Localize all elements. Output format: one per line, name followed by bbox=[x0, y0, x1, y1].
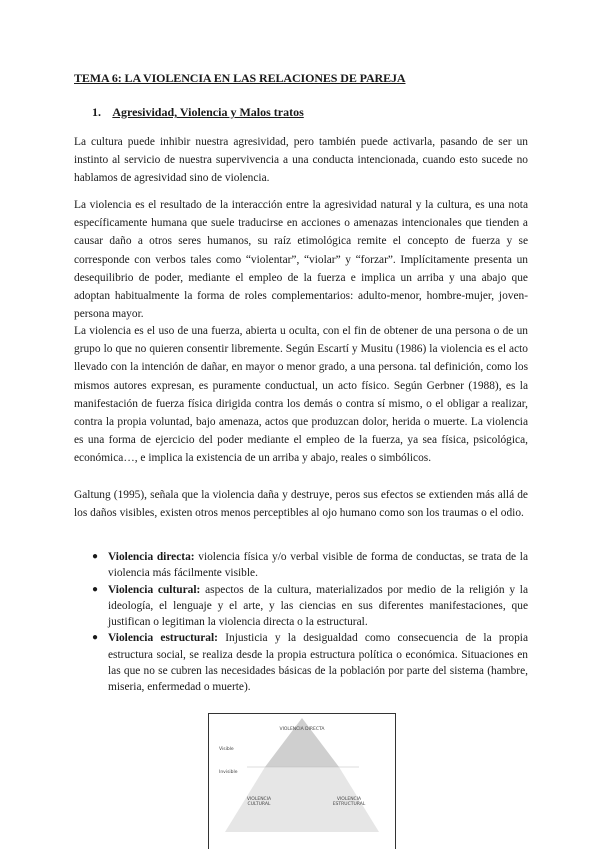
paragraph-3: La violencia es el uso de una fuerza, abierta u oculta, con el fin de obtener de una persona o de un grupo lo que no quieren consentir libremente. Según Escartí y Musitu (1986) la violencia es el acto llevado con la intención de dañar, en mayor o menor grado, a una persona. tal definición, como los mismos autores expresan, es puramente conductual, un acto físico. Según Gerbner (1988), es la manifestación de fuerza física dirigida contra los demás o contra sí mismo, o el obligar a realizar, contra la propia voluntad, bajo amenaza, actos que produzcan dolor, herida o muerte. La violencia es una forma de ejercicio del poder mediante el empleo de la fuerza, ya sea física, psicológica, económica…, e implica la existencia de un arriba y abajo, reales o simbólicos. bbox=[74, 325, 528, 465]
bullet-term: Violencia directa: bbox=[108, 551, 195, 563]
bullet-item-estructural bbox=[92, 630, 528, 695]
paragraph-4: Galtung (1995), señala que la violencia daña y destruye, peros sus efectos se extienden más allá de los daños visibles, existen otros menos perceptibles al ojo humano como son los traumas o el odio. bbox=[74, 489, 528, 520]
figure-side-label-invisible: Invisible bbox=[219, 770, 238, 775]
figure-right-label: VIOLENCIA ESTRUCTURAL bbox=[332, 797, 366, 807]
page-title: TEMA 6: LA VIOLENCIA EN LAS RELACIONES DE PAREJA bbox=[74, 71, 406, 85]
violence-triangle-diagram bbox=[209, 714, 395, 849]
triangle-upper-region bbox=[265, 718, 339, 767]
bullet-text: aspectos de la cultura, materializados por medio de la religión y la ideología, el lenguaje y el arte, y las ciencias en sus diferentes manifestaciones, que justifican o legitiman la violencia directa o la estructural. bbox=[108, 583, 529, 629]
figure-side-label-visible: Visible bbox=[219, 747, 234, 752]
section-heading bbox=[92, 105, 304, 120]
bullet-item-directa bbox=[92, 549, 528, 582]
bullet-dot-icon: ● bbox=[92, 583, 99, 595]
figure-top-label: VIOLENCIA DIRECTA bbox=[279, 727, 325, 732]
bullet-term: Violencia cultural: bbox=[108, 583, 201, 596]
bullet-text: violencia física y/o verbal visible de forma de conductas, se trata de la violencia más fácilmente visible. bbox=[108, 551, 528, 580]
bullet-list bbox=[92, 549, 528, 696]
paragraph-1: La cultura puede inhibir nuestra agresividad, pero también puede activarla, pasando de ser un instinto al servicio de nuestra supervivencia a una conducta intencionada, cuando esto sucede no hablamos de agresividad sino de violencia. bbox=[74, 136, 528, 185]
bullet-dot-icon: ● bbox=[92, 632, 99, 644]
violence-triangle-figure bbox=[208, 713, 396, 849]
bullet-item-cultural bbox=[92, 582, 528, 631]
section-number: 1. bbox=[92, 105, 101, 119]
bullet-dot-icon: ● bbox=[92, 551, 99, 562]
paragraph-2: La violencia es el resultado de la interacción entre la agresividad natural y la cultura, es una nota específicamente humana que suele traducirse en acciones o amenazas intencionales que tienden a causar daño a otros seres humanos, su raíz etimológica remite el concepto de fuerza y se corresponde con verbos tales como “violentar”, “violar” y “forzar”. Implícitamente presenta un desequilibrio de poder, mediante el empleo de la fuerza e implica un arriba y una abajo que adoptan habitualmente la forma de roles complementarios: adulto-menor, hombre-mujer, joven-persona mayor. bbox=[74, 199, 528, 321]
bullet-text: Injusticia y la desigualdad como consecuencia de la propia estructura social, se realiza desde la propia estructura política o económica. Situaciones en las que no se cubren las necesidades básicas de la población por parte del sistema (hambre, miseria, enfermedad o muerte). bbox=[108, 632, 528, 694]
section-title: Agresividad, Violencia y Malos tratos bbox=[112, 105, 304, 119]
bullet-term: Violencia estructural: bbox=[108, 632, 218, 645]
figure-left-label: VIOLENCIA CULTURAL bbox=[246, 797, 272, 807]
